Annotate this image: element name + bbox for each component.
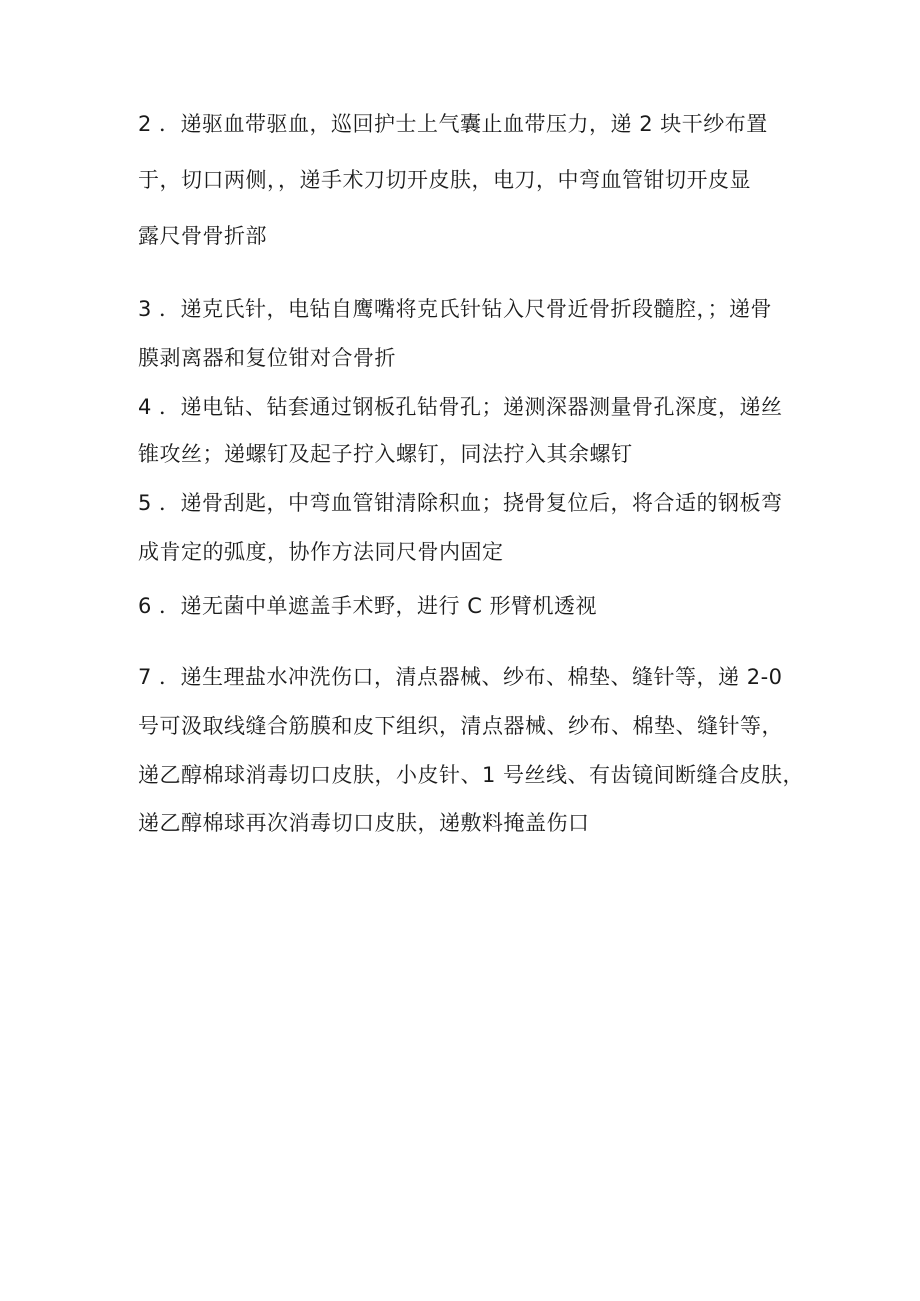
text-line: 成肯定的弧度，协作方法同尺骨内固定 (138, 540, 504, 564)
text-line: 于，切口两侧，，递手术刀切开皮肤，电刀，中弯血管钳切开皮显 (138, 168, 751, 192)
text-line: 4 ．递电钻、钻套通过钢板孔钻骨孔；递测深器测量骨孔深度，递丝 (138, 395, 783, 419)
text-line: 3 ．递克氏针，电钻自鹰嘴将克氏针钻入尺骨近骨折段髓腔，；递骨 (138, 297, 773, 321)
text-line: 锥攻丝；递螺钉及起子拧入螺钉，同法拧入其余螺钉 (138, 442, 633, 466)
text-line: 6 ．递无菌中单遮盖手术野，进行 C 形臂机透视 (138, 594, 598, 618)
text-line: 2 ．递驱血带驱血，巡回护士上气囊止血带压力，递 2 块干纱布置 (138, 112, 768, 136)
text-line: 7 ．递生理盐水冲洗伤口，清点器械、纱布、棉垫、缝针等，递 2-0 (138, 665, 783, 689)
text-line: 递乙醇棉球再次消毒切口皮肤，递敷料掩盖伤口 (138, 811, 590, 835)
text-line: 露尺骨骨折部 (138, 224, 267, 248)
text-line: 5 ．递骨刮匙，中弯血管钳清除积血；挠骨复位后，将合适的钢板弯 (138, 491, 783, 515)
text-line: 膜剥离器和复位钳对合骨折 (138, 346, 396, 370)
text-line: 递乙醇棉球消毒切口皮肤，小皮针、1 号丝线、有齿镜间断缝合皮肤， (138, 763, 805, 787)
text-line: 号可汲取线缝合筋膜和皮下组织，清点器械、纱布、棉垫、缝针等， (138, 714, 783, 738)
